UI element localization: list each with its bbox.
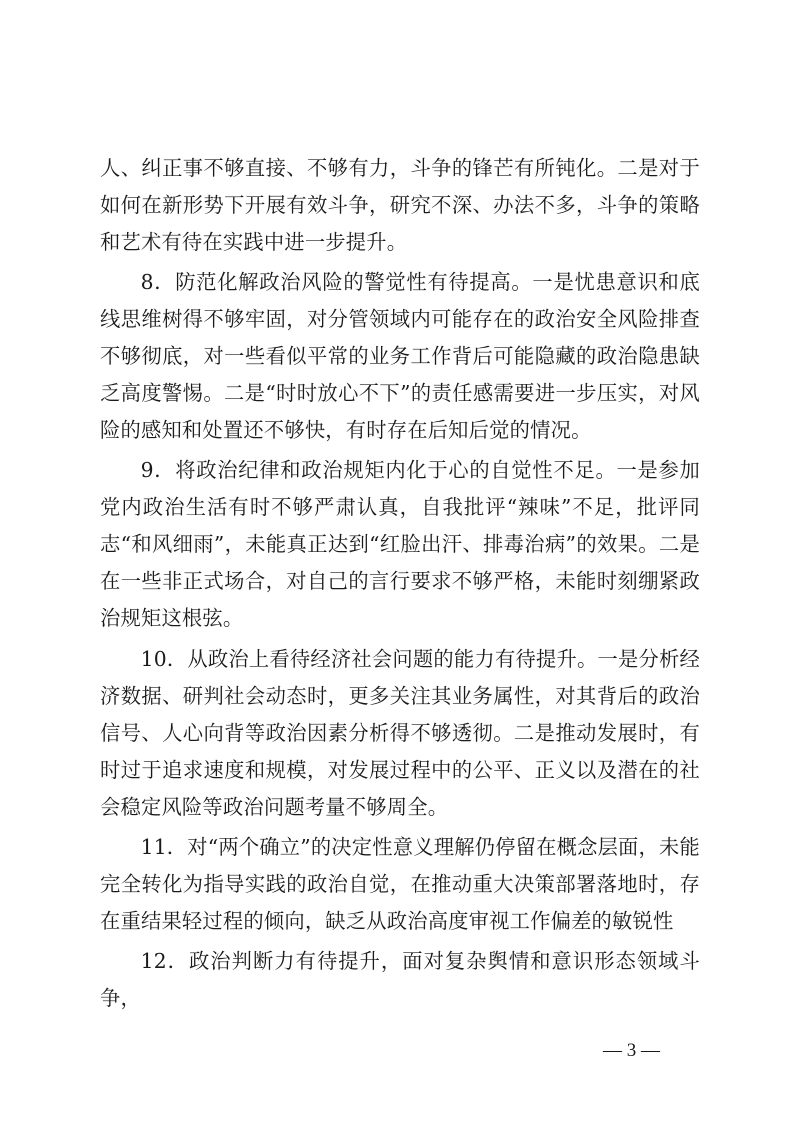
paragraph-12: 12．政治判断力有待提升，面对复杂舆情和意识形态领域斗争，: [100, 948, 700, 1010]
paragraph-10: 10．从政治上看待经济社会问题的能力有待提升。一是分析经济数据、研判社会动态时，更多关注其业务属性，对其背后的政治信号、人心向背等政治因素分析得不够透彻。二是推动发展时，有时过于追求速度和规模，对发展过程中的公平、正义以及潜在的社会稳定风险等政治问题考量不够周全。: [100, 646, 700, 819]
paragraph-8: 8．防范化解政治风险的警觉性有待提高。一是忧患意识和底线思维树得不够牢固，对分管领域内可能存在的政治安全风险排查不够彻底，对一些看似平常的业务工作背后可能隐藏的政治隐患缺乏高度警惕。二是“时时放心不下”的责任感需要进一步压实，对风险的感知和处置还不够快，有时存在后知后觉的情况。: [100, 270, 700, 443]
paragraph-11: 11．对“两个确立”的决定性意义理解仍停留在概念层面，未能完全转化为指导实践的政治自觉，在推动重大决策部署落地时，存在重结果轻过程的倾向，缺乏从政治高度审视工作偏差的敏锐性: [100, 834, 700, 933]
paragraph-continued: 人、纠正事不够直接、不够有力，斗争的锋芒有所钝化。二是对于如何在新形势下开展有效斗争，研究不深、办法不多，斗争的策略和艺术有待在实践中进一步提升。: [100, 156, 700, 254]
paragraph-9: 9．将政治纪律和政治规矩内化于心的自觉性不足。一是参加党内政治生活有时不够严肃认真，自我批评“辣味”不足，批评同志“和风细雨”，未能真正达到“红脸出汗、排毒治病”的效果。二是在一些非正式场合，对自己的言行要求不够严格，未能时刻绷紧政治规矩这根弦。: [100, 458, 700, 631]
page-number: — 3 —: [603, 1040, 660, 1061]
body-text: [100, 150, 700, 1020]
